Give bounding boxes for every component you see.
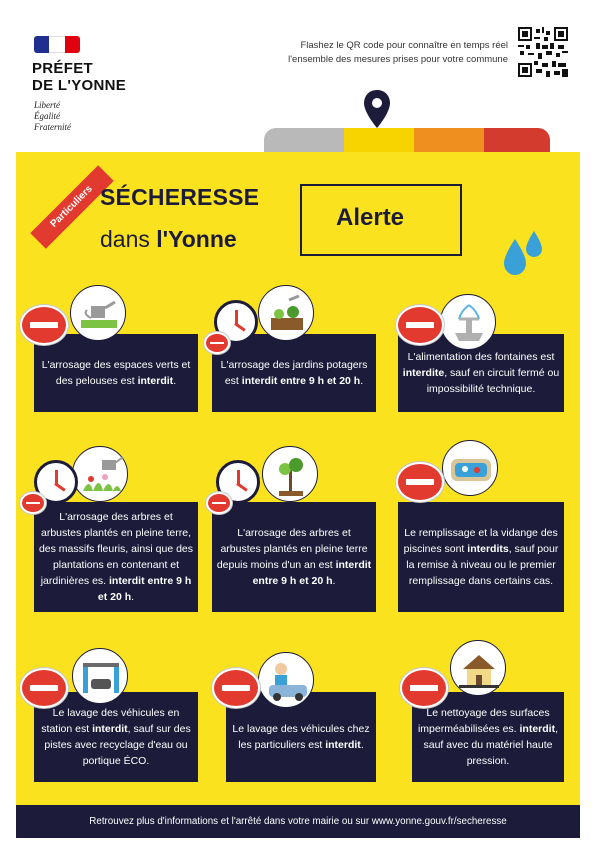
flowers-watering-icon — [72, 446, 128, 502]
prefecture-name — [32, 60, 126, 94]
footer-info: Retrouvez plus d'informations et l'arrêté dans votre mairie ou sur www.yonne.gouv.fr/secheresse — [16, 805, 580, 838]
map-pin-icon — [362, 88, 392, 138]
subtitle-region: l'Yonne — [156, 226, 237, 252]
rule-card-young-trees — [212, 502, 376, 612]
audience-ribbon: Particuliers — [30, 165, 113, 248]
no-entry-icon — [20, 492, 46, 514]
qr-code-icon[interactable] — [518, 27, 568, 77]
no-entry-icon — [400, 668, 448, 708]
rule-card-swimming-pools — [398, 502, 564, 612]
french-flag-logo — [34, 36, 80, 53]
rule-card-trees-flowers — [34, 502, 198, 612]
rule-text: Le nettoyage des surfaces imperméabilisées es. interdit, sauf avec du matériel haute pression. — [417, 707, 559, 767]
no-entry-icon — [396, 462, 444, 502]
water-drops-icon — [498, 225, 550, 285]
rule-text: L'arrosage des jardins potagers est interdit entre 9 h et 20 h. — [220, 359, 368, 387]
rule-text: L'arrosage des arbres et arbustes plantés en pleine terre, des massifs fleuris, ainsi que des plantations en contenant et jardinières es. interdit entre 9 h et 20 h. — [38, 511, 194, 603]
house-pressure-washer-icon — [450, 640, 506, 696]
no-entry-icon — [212, 668, 260, 708]
vegetable-garden-icon — [258, 285, 314, 341]
qr-text-line1: Flashez le QR code pour connaître en temps réel — [300, 40, 508, 51]
person-washing-car-icon — [258, 652, 314, 708]
rule-card-vegetable-gardens — [212, 334, 376, 412]
republic-motto — [34, 100, 71, 133]
motto-liberte: Liberté — [34, 100, 60, 110]
motto-egalite: Égalité — [34, 111, 60, 121]
swimming-pool-icon — [442, 440, 498, 496]
car-wash-station-icon — [72, 648, 128, 704]
page-title: SÉCHERESSE — [100, 184, 260, 210]
rule-text: L'alimentation des fontaines est interdite, sauf en circuit fermé ou impossibilité technique. — [402, 351, 560, 395]
watering-can-lawn-icon — [70, 285, 126, 341]
young-tree-icon — [262, 446, 318, 502]
no-entry-icon — [20, 305, 68, 345]
rule-text: Le remplissage et la vidange des piscines sont interdits, sauf pour la remise à niveau ou le premier remplissage dans certains cas. — [403, 527, 559, 587]
qr-instructions — [196, 39, 508, 67]
prefet-line1: PRÉFET — [32, 60, 93, 77]
rule-text: L'arrosage des arbres et arbustes plantés en pleine terre depuis moins d'un an est interdit entre 9 h et 20 h. — [216, 527, 372, 587]
rule-text: Le lavage des véhicules chez les particuliers est interdit. — [232, 723, 370, 751]
motto-fraternite: Fraternité — [34, 122, 71, 132]
no-entry-icon — [206, 492, 232, 514]
fountain-icon — [440, 294, 496, 350]
rule-text: Le lavage des véhicules en station est interdit, sauf sur des pistes avec recyclage d'eau ou portique ÉCO. — [41, 707, 191, 767]
alert-level-label: Alerte — [336, 204, 405, 231]
no-entry-icon — [204, 332, 230, 354]
page-subtitle — [100, 226, 237, 253]
no-entry-icon — [396, 305, 444, 345]
subtitle-prefix: dans — [100, 226, 157, 252]
rule-text: L'arrosage des espaces verts et des pelouses est interdit. — [41, 359, 191, 387]
no-entry-icon — [20, 668, 68, 708]
qr-text-line2: l'ensemble des mesures prises pour votre commune — [288, 54, 508, 65]
prefet-line2: DE L'YONNE — [32, 77, 127, 94]
rule-card-lawns — [34, 334, 198, 412]
rule-card-car-wash-station — [34, 692, 198, 782]
